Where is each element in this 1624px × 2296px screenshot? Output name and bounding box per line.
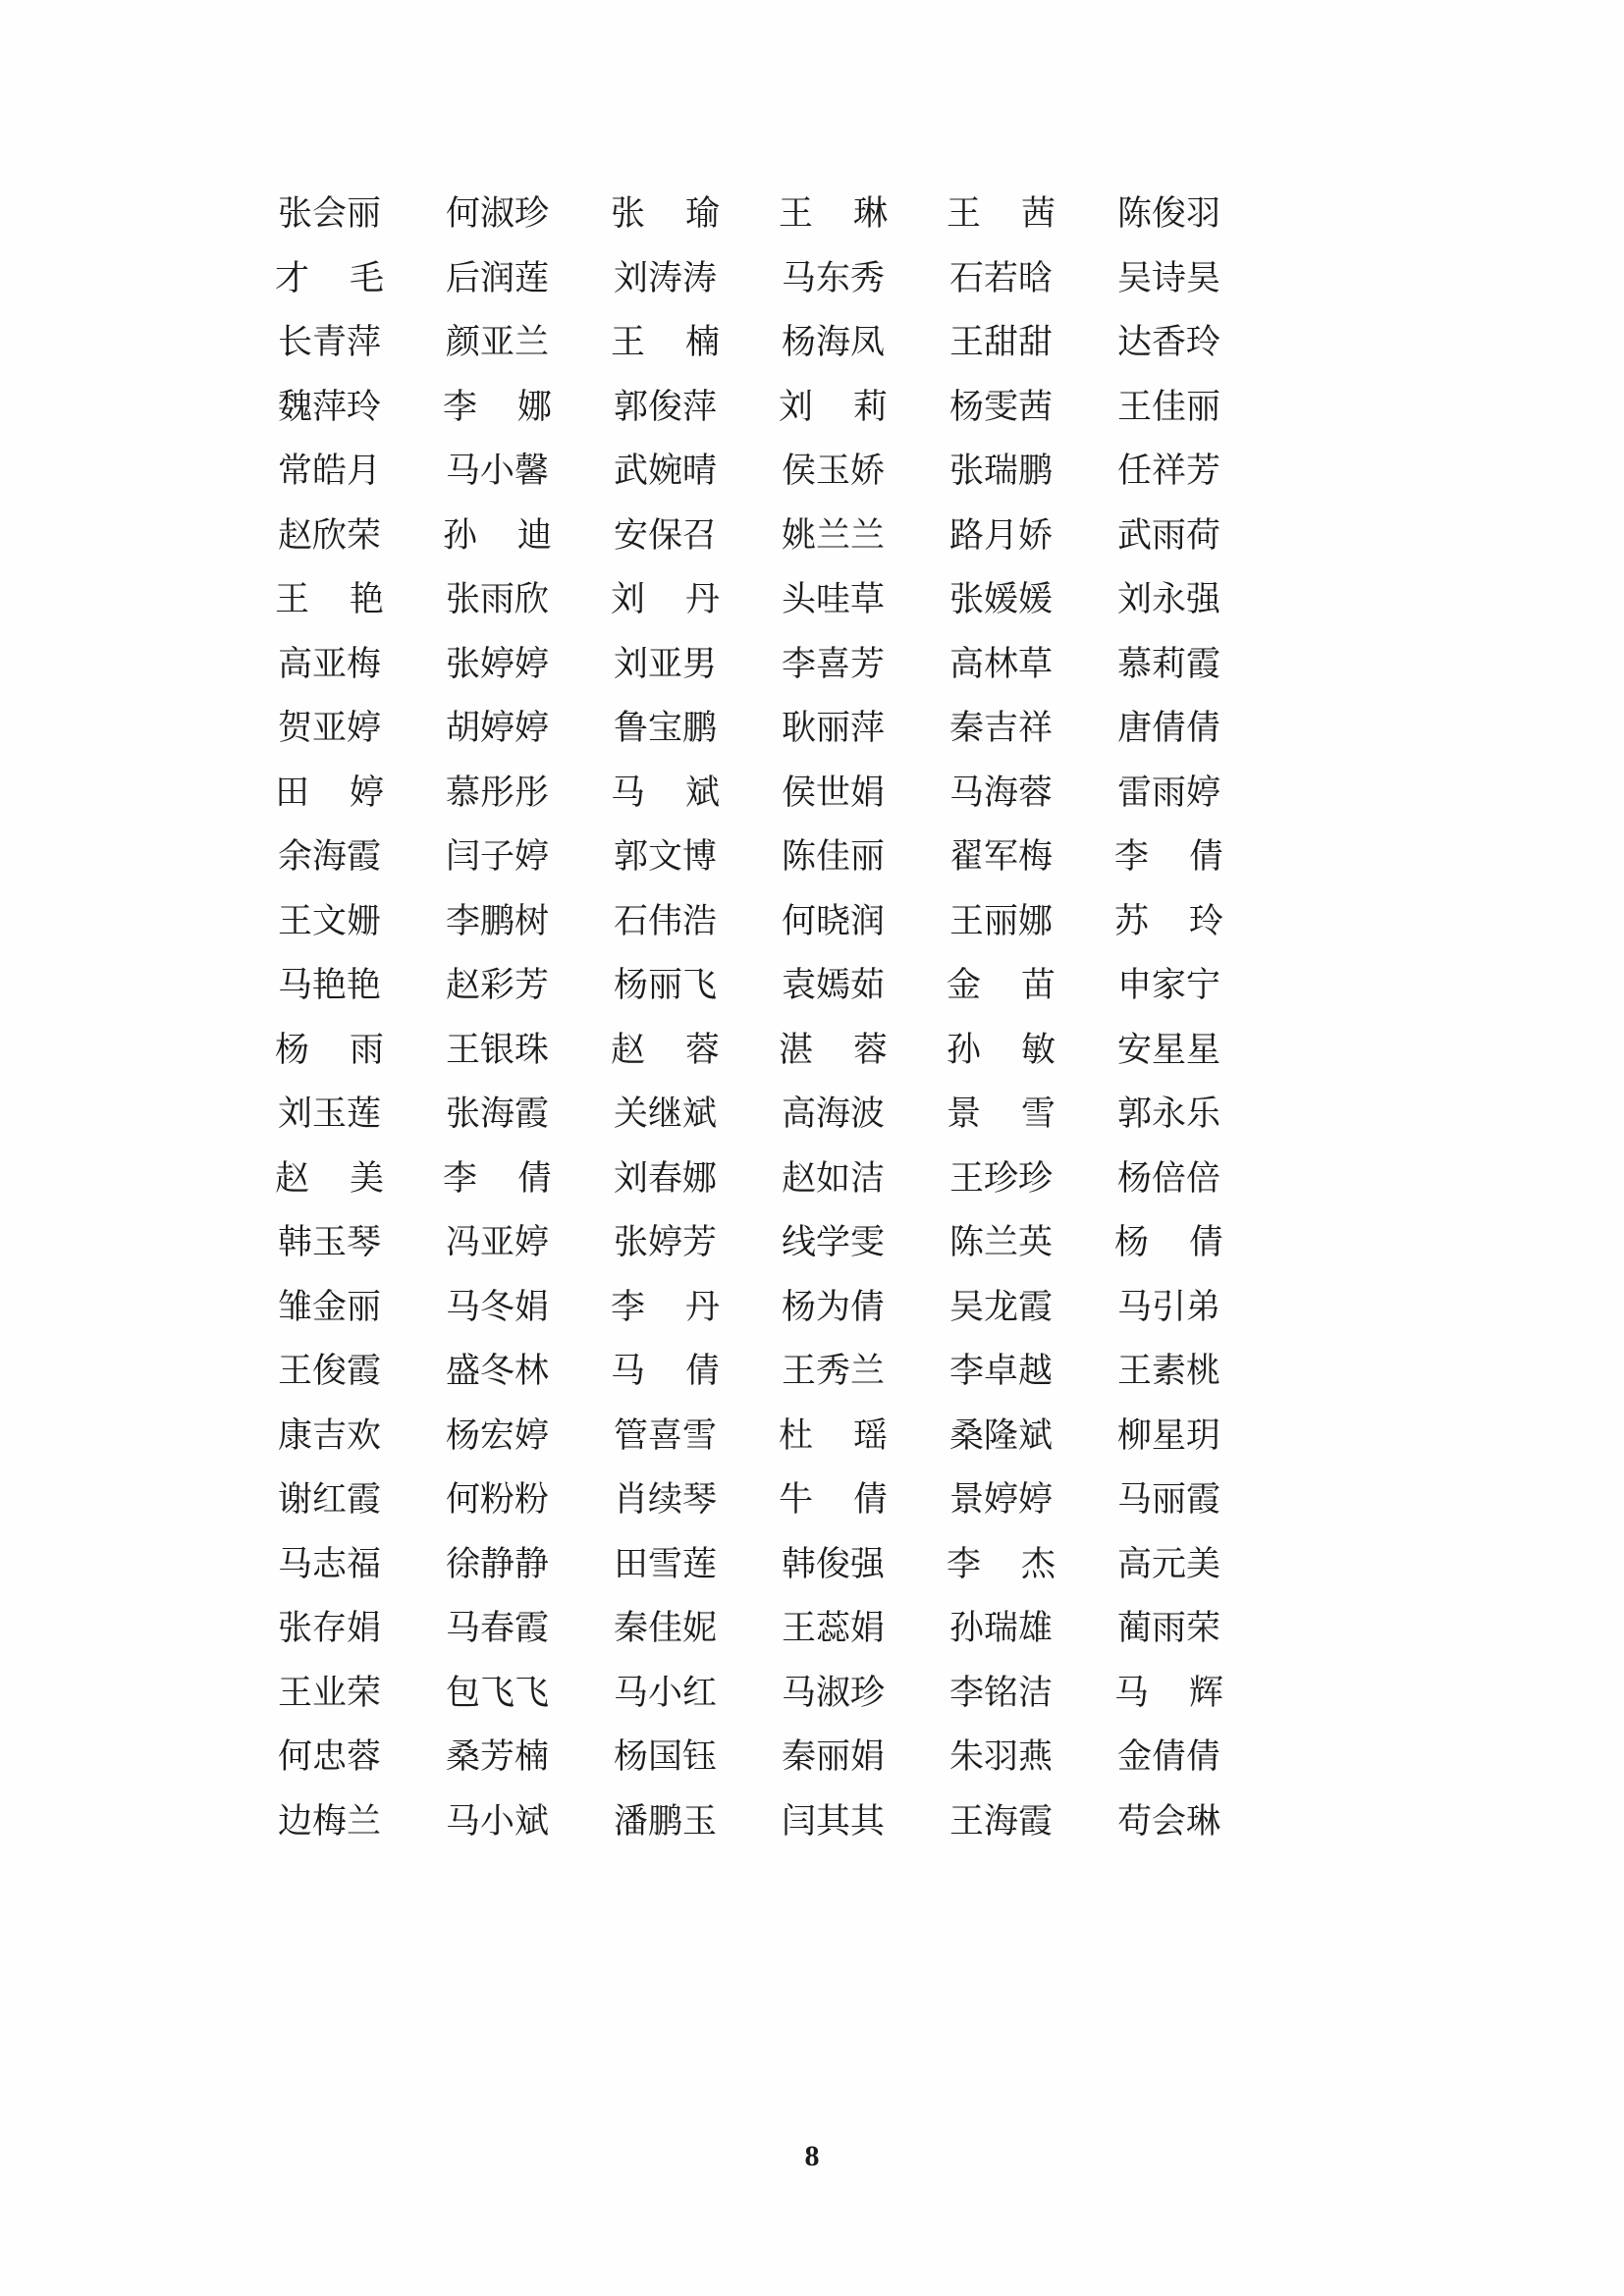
name-row <box>245 825 1257 889</box>
name-cell: 刘 丹 <box>611 580 720 619</box>
name-cell: 杨海凤 <box>781 323 885 362</box>
name-cell: 金 苗 <box>947 966 1056 1005</box>
name-cell: 李 倩 <box>443 1158 552 1198</box>
name-cell: 马 斌 <box>611 773 720 812</box>
name-cell: 郭文博 <box>613 837 717 877</box>
name-cell: 陈兰英 <box>948 1223 1053 1262</box>
name-cell: 魏萍玲 <box>277 387 381 426</box>
name-cell: 王业荣 <box>277 1673 381 1712</box>
name-cell: 王俊霞 <box>277 1352 381 1391</box>
name-row <box>245 1018 1257 1083</box>
name-row <box>245 1725 1257 1789</box>
name-cell: 潘鹏玉 <box>613 1801 717 1841</box>
name-cell: 刘永强 <box>1116 580 1220 619</box>
name-cell: 申家宁 <box>1116 966 1220 1005</box>
name-cell: 赵 美 <box>275 1158 384 1198</box>
name-cell: 慕莉霞 <box>1116 644 1220 683</box>
name-cell: 李 丹 <box>611 1287 720 1326</box>
name-cell: 苟会琳 <box>1116 1801 1220 1841</box>
name-cell: 李卓越 <box>948 1352 1053 1391</box>
name-cell: 湛 蓉 <box>779 1030 888 1069</box>
name-cell: 武婉晴 <box>613 452 717 491</box>
name-cell: 李 娜 <box>443 387 552 426</box>
name-cell: 头哇草 <box>781 580 885 619</box>
name-row <box>245 632 1257 697</box>
name-cell: 张海霞 <box>445 1095 549 1134</box>
name-cell: 慕彤彤 <box>445 773 549 812</box>
name-cell: 杨宏婷 <box>445 1415 549 1455</box>
name-cell: 何粉粉 <box>445 1480 549 1520</box>
name-cell: 马春霞 <box>445 1609 549 1648</box>
name-cell: 高亚梅 <box>277 644 381 683</box>
name-cell: 孙 敏 <box>947 1030 1056 1069</box>
name-cell: 石若晗 <box>948 258 1053 297</box>
page-number: 8 <box>804 2140 820 2172</box>
name-cell: 耿丽萍 <box>781 709 885 748</box>
name-cell: 赵欣荣 <box>277 515 381 555</box>
name-cell: 线学雯 <box>781 1223 885 1262</box>
name-cell: 刘玉莲 <box>277 1095 381 1134</box>
name-cell: 李鹏树 <box>445 901 549 940</box>
name-cell: 桑芳楠 <box>445 1737 549 1777</box>
name-row <box>245 1210 1257 1275</box>
name-cell: 王 琳 <box>779 194 888 234</box>
name-row <box>245 246 1257 311</box>
name-cell: 袁嫣茹 <box>781 966 885 1005</box>
name-cell: 韩玉琴 <box>277 1223 381 1262</box>
name-cell: 杨丽飞 <box>613 966 717 1005</box>
name-cell: 王海霞 <box>948 1801 1053 1841</box>
name-cell: 张媛媛 <box>948 580 1053 619</box>
name-row <box>245 1082 1257 1147</box>
name-cell: 马 倩 <box>611 1352 720 1391</box>
name-cell: 谢红霞 <box>277 1480 381 1520</box>
name-cell: 马小斌 <box>445 1801 549 1841</box>
name-cell: 杨 倩 <box>1114 1223 1223 1262</box>
name-cell: 后润莲 <box>445 258 549 297</box>
name-cell: 才 毛 <box>275 258 384 297</box>
name-cell: 韩俊强 <box>781 1544 885 1583</box>
name-cell: 张婷婷 <box>445 644 549 683</box>
name-cell: 达香玲 <box>1116 323 1220 362</box>
name-row <box>245 1339 1257 1404</box>
name-cell: 马小红 <box>613 1673 717 1712</box>
name-cell: 马淑珍 <box>781 1673 885 1712</box>
name-cell: 马东秀 <box>781 258 885 297</box>
name-cell: 高林草 <box>948 644 1053 683</box>
name-row <box>245 310 1257 375</box>
name-cell: 陈俊羽 <box>1116 194 1220 234</box>
name-cell: 武雨荷 <box>1116 515 1220 555</box>
name-cell: 马海蓉 <box>948 773 1053 812</box>
name-cell: 杨雯茜 <box>948 387 1053 426</box>
name-cell: 何淑珍 <box>445 194 549 234</box>
name-cell: 陈佳丽 <box>781 837 885 877</box>
name-cell: 侯世娟 <box>781 773 885 812</box>
name-cell: 赵 蓉 <box>611 1030 720 1069</box>
name-cell: 刘 莉 <box>779 387 888 426</box>
name-cell: 王丽娜 <box>948 901 1053 940</box>
name-row <box>245 1404 1257 1468</box>
name-cell: 苏 玲 <box>1114 901 1223 940</box>
name-cell: 马 辉 <box>1114 1673 1223 1712</box>
name-cell: 姚兰兰 <box>781 515 885 555</box>
name-cell: 翟军梅 <box>948 837 1053 877</box>
name-cell: 胡婷婷 <box>445 709 549 748</box>
name-row <box>245 761 1257 826</box>
name-cell: 王 楠 <box>611 323 720 362</box>
name-cell: 王蕊娟 <box>781 1609 885 1648</box>
name-cell: 吴龙霞 <box>948 1287 1053 1326</box>
name-row <box>245 439 1257 504</box>
name-row <box>245 567 1257 632</box>
name-cell: 蔺雨荣 <box>1116 1609 1220 1648</box>
name-cell: 张雨欣 <box>445 580 549 619</box>
name-cell: 余海霞 <box>277 837 381 877</box>
name-cell: 张 瑜 <box>611 194 720 234</box>
name-cell: 田雪莲 <box>613 1544 717 1583</box>
name-cell: 柳星玥 <box>1116 1415 1220 1455</box>
name-cell: 长青萍 <box>277 323 381 362</box>
name-cell: 郭永乐 <box>1116 1095 1220 1134</box>
name-cell: 李铭洁 <box>948 1673 1053 1712</box>
name-cell: 李 倩 <box>1114 837 1223 877</box>
name-cell: 李 杰 <box>947 1544 1056 1583</box>
name-cell: 冯亚婷 <box>445 1223 549 1262</box>
name-row <box>245 1532 1257 1597</box>
name-cell: 安星星 <box>1116 1030 1220 1069</box>
name-cell: 何忠蓉 <box>277 1737 381 1777</box>
name-cell: 鲁宝鹏 <box>613 709 717 748</box>
name-cell: 雷雨婷 <box>1116 773 1220 812</box>
name-cell: 颜亚兰 <box>445 323 549 362</box>
name-cell: 徐静静 <box>445 1544 549 1583</box>
name-cell: 王秀兰 <box>781 1352 885 1391</box>
name-cell: 肖续琴 <box>613 1480 717 1520</box>
name-row <box>245 1468 1257 1532</box>
name-cell: 石伟浩 <box>613 901 717 940</box>
name-cell: 秦丽娟 <box>781 1737 885 1777</box>
name-cell: 吴诗昊 <box>1116 258 1220 297</box>
name-cell: 唐倩倩 <box>1116 709 1220 748</box>
name-cell: 李喜芳 <box>781 644 885 683</box>
name-list-grid <box>245 182 1257 1853</box>
name-cell: 闫其其 <box>781 1801 885 1841</box>
name-cell: 张存娟 <box>277 1609 381 1648</box>
name-cell: 王文姗 <box>277 901 381 940</box>
name-cell: 张会丽 <box>277 194 381 234</box>
name-cell: 秦吉祥 <box>948 709 1053 748</box>
name-cell: 马冬娟 <box>445 1287 549 1326</box>
name-cell: 路月娇 <box>948 515 1053 555</box>
name-cell: 任祥芳 <box>1116 452 1220 491</box>
name-row <box>245 889 1257 954</box>
name-cell: 孙 迪 <box>443 515 552 555</box>
name-cell: 康吉欢 <box>277 1415 381 1455</box>
name-cell: 马志福 <box>277 1544 381 1583</box>
name-cell: 张瑞鹏 <box>948 452 1053 491</box>
name-cell: 杨为倩 <box>781 1287 885 1326</box>
name-row <box>245 1661 1257 1726</box>
name-cell: 盛冬林 <box>445 1352 549 1391</box>
name-cell: 刘涛涛 <box>613 258 717 297</box>
name-cell: 朱羽燕 <box>948 1737 1053 1777</box>
name-cell: 关继斌 <box>613 1095 717 1134</box>
name-row <box>245 375 1257 440</box>
name-cell: 王 茜 <box>947 194 1056 234</box>
name-cell: 刘亚男 <box>613 644 717 683</box>
name-cell: 常皓月 <box>277 452 381 491</box>
name-row <box>245 1275 1257 1340</box>
name-cell: 贺亚婷 <box>277 709 381 748</box>
name-cell: 侯玉娇 <box>781 452 885 491</box>
name-cell: 刘春娜 <box>613 1158 717 1198</box>
name-cell: 杨国钰 <box>613 1737 717 1777</box>
name-cell: 雏金丽 <box>277 1287 381 1326</box>
name-row <box>245 953 1257 1018</box>
name-cell: 安保召 <box>613 515 717 555</box>
name-row <box>245 182 1257 246</box>
name-cell: 高元美 <box>1116 1544 1220 1583</box>
name-cell: 杨 雨 <box>275 1030 384 1069</box>
name-row <box>245 696 1257 761</box>
name-cell: 马小馨 <box>445 452 549 491</box>
name-cell: 王 艳 <box>275 580 384 619</box>
name-cell: 桑隆斌 <box>948 1415 1053 1455</box>
name-cell: 杜 瑶 <box>779 1415 888 1455</box>
name-row <box>245 1789 1257 1854</box>
name-cell: 马艳艳 <box>277 966 381 1005</box>
name-cell: 王佳丽 <box>1116 387 1220 426</box>
name-cell: 金倩倩 <box>1116 1737 1220 1777</box>
name-cell: 包飞飞 <box>445 1673 549 1712</box>
name-cell: 景婷婷 <box>948 1480 1053 1520</box>
name-cell: 管喜雪 <box>613 1415 717 1455</box>
name-row <box>245 1147 1257 1211</box>
name-row <box>245 504 1257 568</box>
name-cell: 闫子婷 <box>445 837 549 877</box>
name-cell: 牛 倩 <box>779 1480 888 1520</box>
name-cell: 郭俊萍 <box>613 387 717 426</box>
name-cell: 赵彩芳 <box>445 966 549 1005</box>
name-cell: 王素桃 <box>1116 1352 1220 1391</box>
name-cell: 秦佳妮 <box>613 1609 717 1648</box>
name-cell: 景 雪 <box>947 1095 1056 1134</box>
name-cell: 边梅兰 <box>277 1801 381 1841</box>
name-cell: 田 婷 <box>275 773 384 812</box>
name-cell: 王珍珍 <box>948 1158 1053 1198</box>
name-cell: 王银珠 <box>445 1030 549 1069</box>
name-cell: 孙瑞雄 <box>948 1609 1053 1648</box>
name-cell: 高海波 <box>781 1095 885 1134</box>
name-cell: 张婷芳 <box>613 1223 717 1262</box>
name-row <box>245 1596 1257 1661</box>
name-cell: 杨倍倍 <box>1116 1158 1220 1198</box>
name-cell: 赵如洁 <box>781 1158 885 1198</box>
name-cell: 何晓润 <box>781 901 885 940</box>
name-cell: 马丽霞 <box>1116 1480 1220 1520</box>
name-cell: 马引弟 <box>1116 1287 1220 1326</box>
name-cell: 王甜甜 <box>948 323 1053 362</box>
